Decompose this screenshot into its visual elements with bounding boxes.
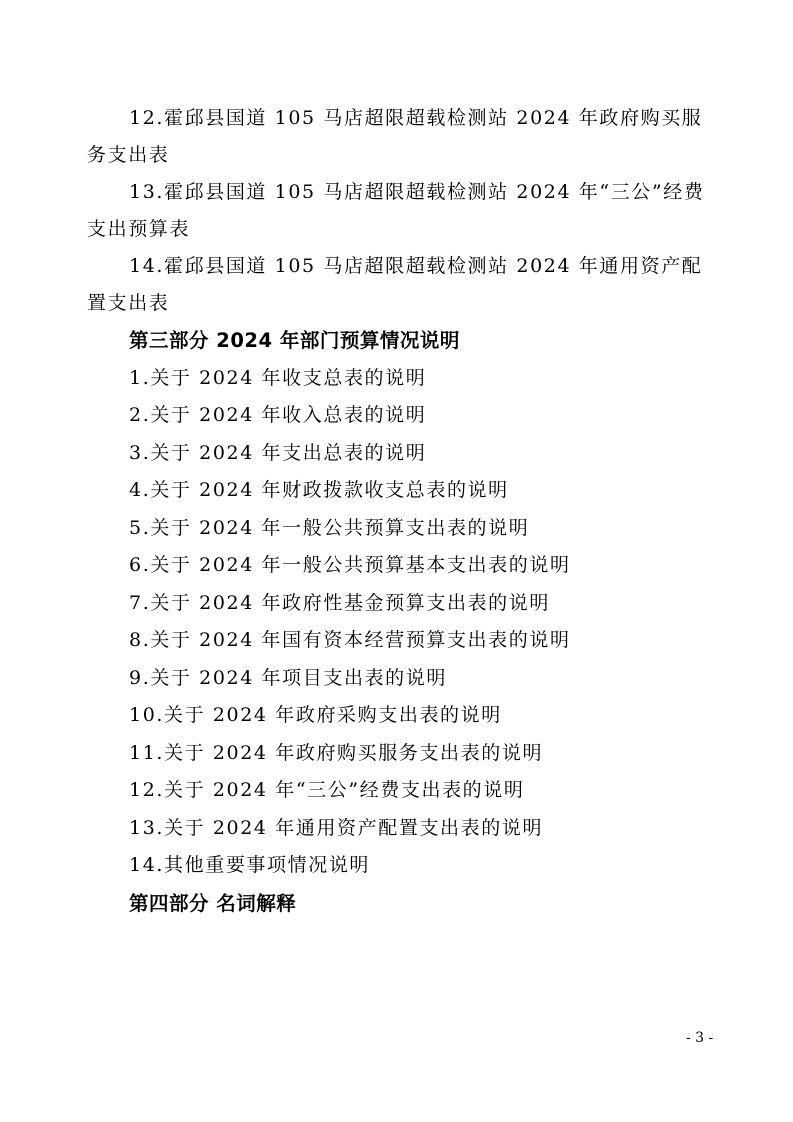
- page-number: - 3 -: [686, 1030, 714, 1046]
- toc-item: 13.关于 2024 年通用资产配置支出表的说明: [129, 816, 544, 839]
- toc-item: 7.关于 2024 年政府性基金预算支出表的说明: [129, 591, 550, 614]
- table-of-contents: [87, 100, 707, 922]
- toc-item: 14.其他重要事项情况说明: [129, 854, 371, 876]
- section-heading-part3: 第三部分 2024 年部门预算情况说明: [129, 329, 460, 352]
- toc-paragraph: 13.霍邱县国道 105 马店超限超载检测站 2024 年“三公”经费支出预算表: [87, 181, 705, 240]
- toc-item: 5.关于 2024 年一般公共预算支出表的说明: [129, 516, 530, 539]
- toc-item: 1.关于 2024 年收支总表的说明: [129, 366, 427, 389]
- section-heading-part4: 第四部分 名词解释: [129, 891, 297, 915]
- toc-item: 4.关于 2024 年财政拨款收支总表的说明: [129, 479, 509, 501]
- toc-item: 10.关于 2024 年政府采购支出表的说明: [129, 704, 502, 726]
- toc-item: 11.关于 2024 年政府购买服务支出表的说明: [129, 741, 544, 764]
- toc-item: 12.关于 2024 年“三公”经费支出表的说明: [129, 779, 525, 801]
- toc-item: 9.关于 2024 年项目支出表的说明: [129, 666, 447, 689]
- toc-item: 3.关于 2024 年支出总表的说明: [129, 441, 427, 464]
- toc-item: 6.关于 2024 年一般公共预算基本支出表的说明: [129, 554, 571, 576]
- toc-paragraph: 14.霍邱县国道 105 马店超限超载检测站 2024 年通用资产配置支出表: [87, 255, 703, 314]
- toc-item: 8.关于 2024 年国有资本经营预算支出表的说明: [129, 629, 571, 651]
- toc-item: 2.关于 2024 年收入总表的说明: [129, 404, 427, 426]
- toc-paragraph: 12.霍邱县国道 105 马店超限超载检测站 2024 年政府购买服务支出表: [87, 107, 703, 166]
